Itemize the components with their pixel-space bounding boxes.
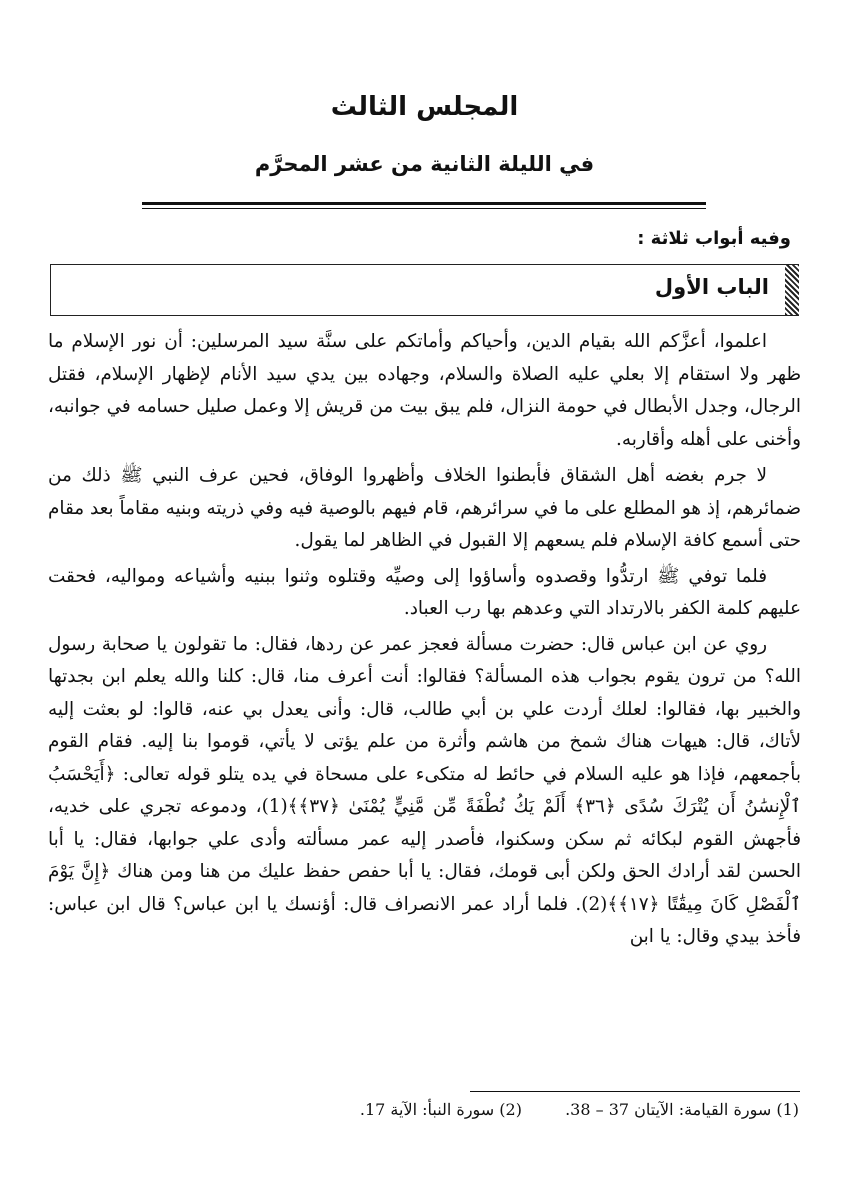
section-marker-icon	[785, 265, 799, 315]
footnote-2: (2) سورة النبأ: الآية 17.	[359, 1100, 522, 1119]
paragraph: روي عن ابن عباس قال: حضرت مسألة فعجز عمر عن ردها، فقال: ما تقولون يا صحابة رسول الله؟ من ترون يقوم بجواب هذه المسألة؟ فقالوا: أنت أعرف منا، قال: كلنا والله يعلم ابن بجدتها والخبير بها، فقالوا: لعلك أردت علي بن أبي طالب، قال: وأنى يعدل بي عنه، قالوا: لو بعثت إليه لأتاك، قال: هيهات هناك شمخ من هاشم وأثرة من علم يؤتى لا يأتي، قوموا بنا إليه. فقام القوم بأجمعهم، فإذا هو عليه السلام في حائط له متكىء على مسحاة في يده يتلو قوله تعالى: ﴿أَيَحْسَبُ ٱلْإِنسَٰنُ أَن يُتْرَكَ سُدًى ﴿٣٦﴾ أَلَمْ يَكُ نُطْفَةً مِّن مَّنِيٍّ يُمْنَىٰ ﴿٣٧﴾﴾(1)، ودموعه تجري على خديه، فأجهش القوم لبكائه ثم سكن وسكنوا، فأصدر إليه عمر مسألته وأدى علي جوابها، فقال: يا أبا الحسن لقد أرادك الحق ولكن أبى قومك، فقال: يا أبا حفص حفظ عليك من هنا ومن هناك ﴿إِنَّ يَوْمَ ٱلْفَصْلِ كَانَ مِيقَٰتًا ﴿١٧﴾﴾(2). فلما أراد عمر الانصراف قال: أؤنسك يا ابن عباس؟ قال ابن عباس: فأخذ بيدي وقال: يا ابن	[48, 633, 802, 947]
title-divider-thin	[142, 208, 706, 209]
footnote-divider	[470, 1091, 800, 1092]
page-subtitle: في الليلة الثانية من عشر المحرَّم	[254, 152, 595, 176]
body-text	[48, 326, 801, 957]
footnote-1: (1) سورة القيامة: الآيتان 37 – 38.	[565, 1100, 799, 1119]
intro-line: وفيه أبواب ثلاثة :	[637, 228, 791, 249]
paragraph: اعلموا، أعزَّكم الله بقيام الدين، وأحياكم وأماتكم على سنَّة سيد المرسلين: أن نور الإسلام ما ظهر ولا استقام إلا بعلي عليه الصلاة والسلام، وجهاده بين يدي سيد الأنام لإظهار الإسلام، فقتل الرجال، وجدل الأبطال في حومة النزال، فلم يبق بيت من قريش إلا وعمل صليل حسامه في جوانبه، وأخنى على أهله وأقاربه.	[48, 331, 801, 450]
section-heading-box	[50, 264, 799, 316]
paragraph: فلما توفي ﷺ ارتدُّوا وقصدوه وأساؤوا إلى وصيِّه وقتلوه وثنوا ببنيه وأشياعه ومواليه، فحقت عليهم كلمة الكفر بالارتداد التي وعدهم بها رب العباد.	[48, 565, 801, 619]
paragraph: لا جرم بغضه أهل الشقاق فأبطنوا الخلاف وأظهروا الوفاق، فحين عرف النبي ﷺ ذلك من ضمائرهم، إذ هو المطلع على ما في سرائرهم، قام فيهم بالوصية فيه وفي ذريته وبنيه مقاماً بعد مقام حتى أسمع كافة الإسلام فلم يسعهم إلا القبول في الظاهر لما يقول.	[48, 465, 802, 551]
title-divider-thick	[142, 202, 706, 205]
page-title: المجلس الثالث	[330, 92, 519, 122]
footnotes	[322, 1100, 799, 1119]
section-heading: الباب الأول	[654, 275, 769, 299]
